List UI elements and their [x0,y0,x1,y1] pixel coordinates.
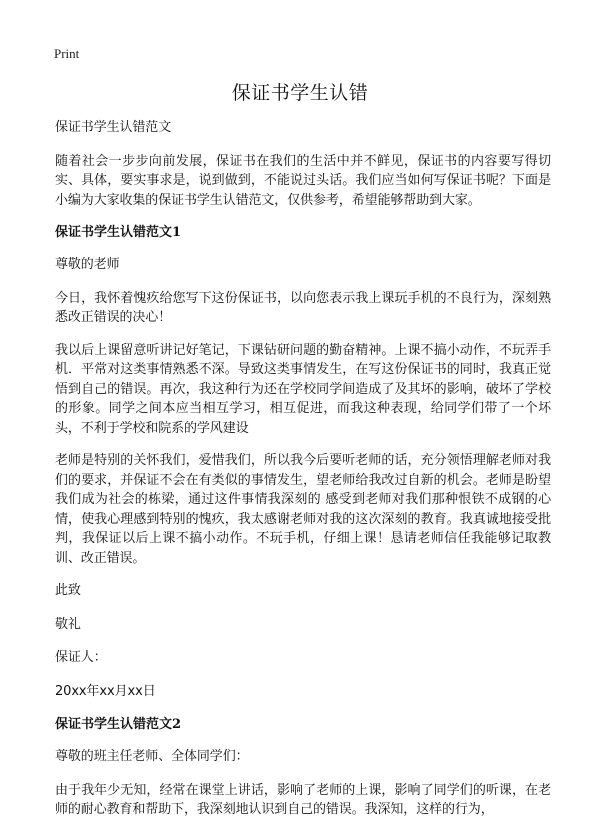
section-1-paragraph-1: 今日，我怀着愧疚给您写下这份保证书，以向您表示我上课玩手机的不良行为，深刻熟悉改正错误的决心！ [55,290,551,325]
section-1-paragraph-2: 我以后上课留意听讲记好笔记，下课钻研问题的勤奋精神。上课不搞小动作，不玩弄手机．平常对这类事情熟悉不深。导致这类事情发生，在写这份保证书的同时，我真正觉悟到自己的错误。再次，我这种行为还在学校同学间造成了及其坏的影响，破坏了学校的形象。同学之间本应当相互学习，相互促进，而我这种表现，给同学们带了一个坏头，不利于学校和院系的学风建设 [55,342,551,436]
guarantor-label: 保证人： [55,650,107,665]
document-title: 保证书学生认错 [231,82,369,104]
document-subtitle: 保证书学生认错范文 [55,120,172,135]
document-body [55,118,551,828]
signature-date: 20xx年xx月xx日 [55,683,156,699]
intro-paragraph: 随着社会一步步向前发展，保证书在我们的生活中并不鲜见，保证书的内容要写得切实、具体，要实事求是，说到做到，不能说过头话。我们应当如何写保证书呢？下面是小编为大家收集的保证书学生认错范文，仅供参考，希望能够帮助到大家。 [55,153,551,208]
section-1-greeting: 尊敬的老师 [55,257,120,272]
section-2-greeting: 尊敬的班主任老师、全体同学们： [55,749,249,764]
section-1-heading: 保证书学生认错范文1 [55,225,182,240]
closing-salutation: 此致 [55,583,81,598]
print-link[interactable]: Print [54,46,80,61]
section-2-heading: 保证书学生认错范文2 [55,717,182,732]
section-2-paragraph-1: 由于我年少无知，经常在课堂上讲话，影响了老师的上课，影响了同学们的听课，在老师的耐心教育和帮助下，我深刻地认识到自己的错误。我深知，这样的行为， [55,782,551,817]
closing-regards: 敬礼 [55,616,81,632]
section-1-paragraph-3: 老师是特别的关怀我们，爱惜我们，所以我今后要听老师的话，充分领悟理解老师对我们的要求，并保证不会在有类似的事情发生，望老师给我改过自新的机会。老师是盼望我们成为社会的栋梁，通过这件事情我深刻的 感受到老师对我们那种恨铁不成钢的心情，使我心理感到特别的愧疚，我太感谢老师对我的这次深刻的教育。我真诚地接受批判，我保证以后上课不搞小动作。不玩手机，仔细上课！恳请老师信任我能够记取教训、改正错误。 [55,453,551,566]
